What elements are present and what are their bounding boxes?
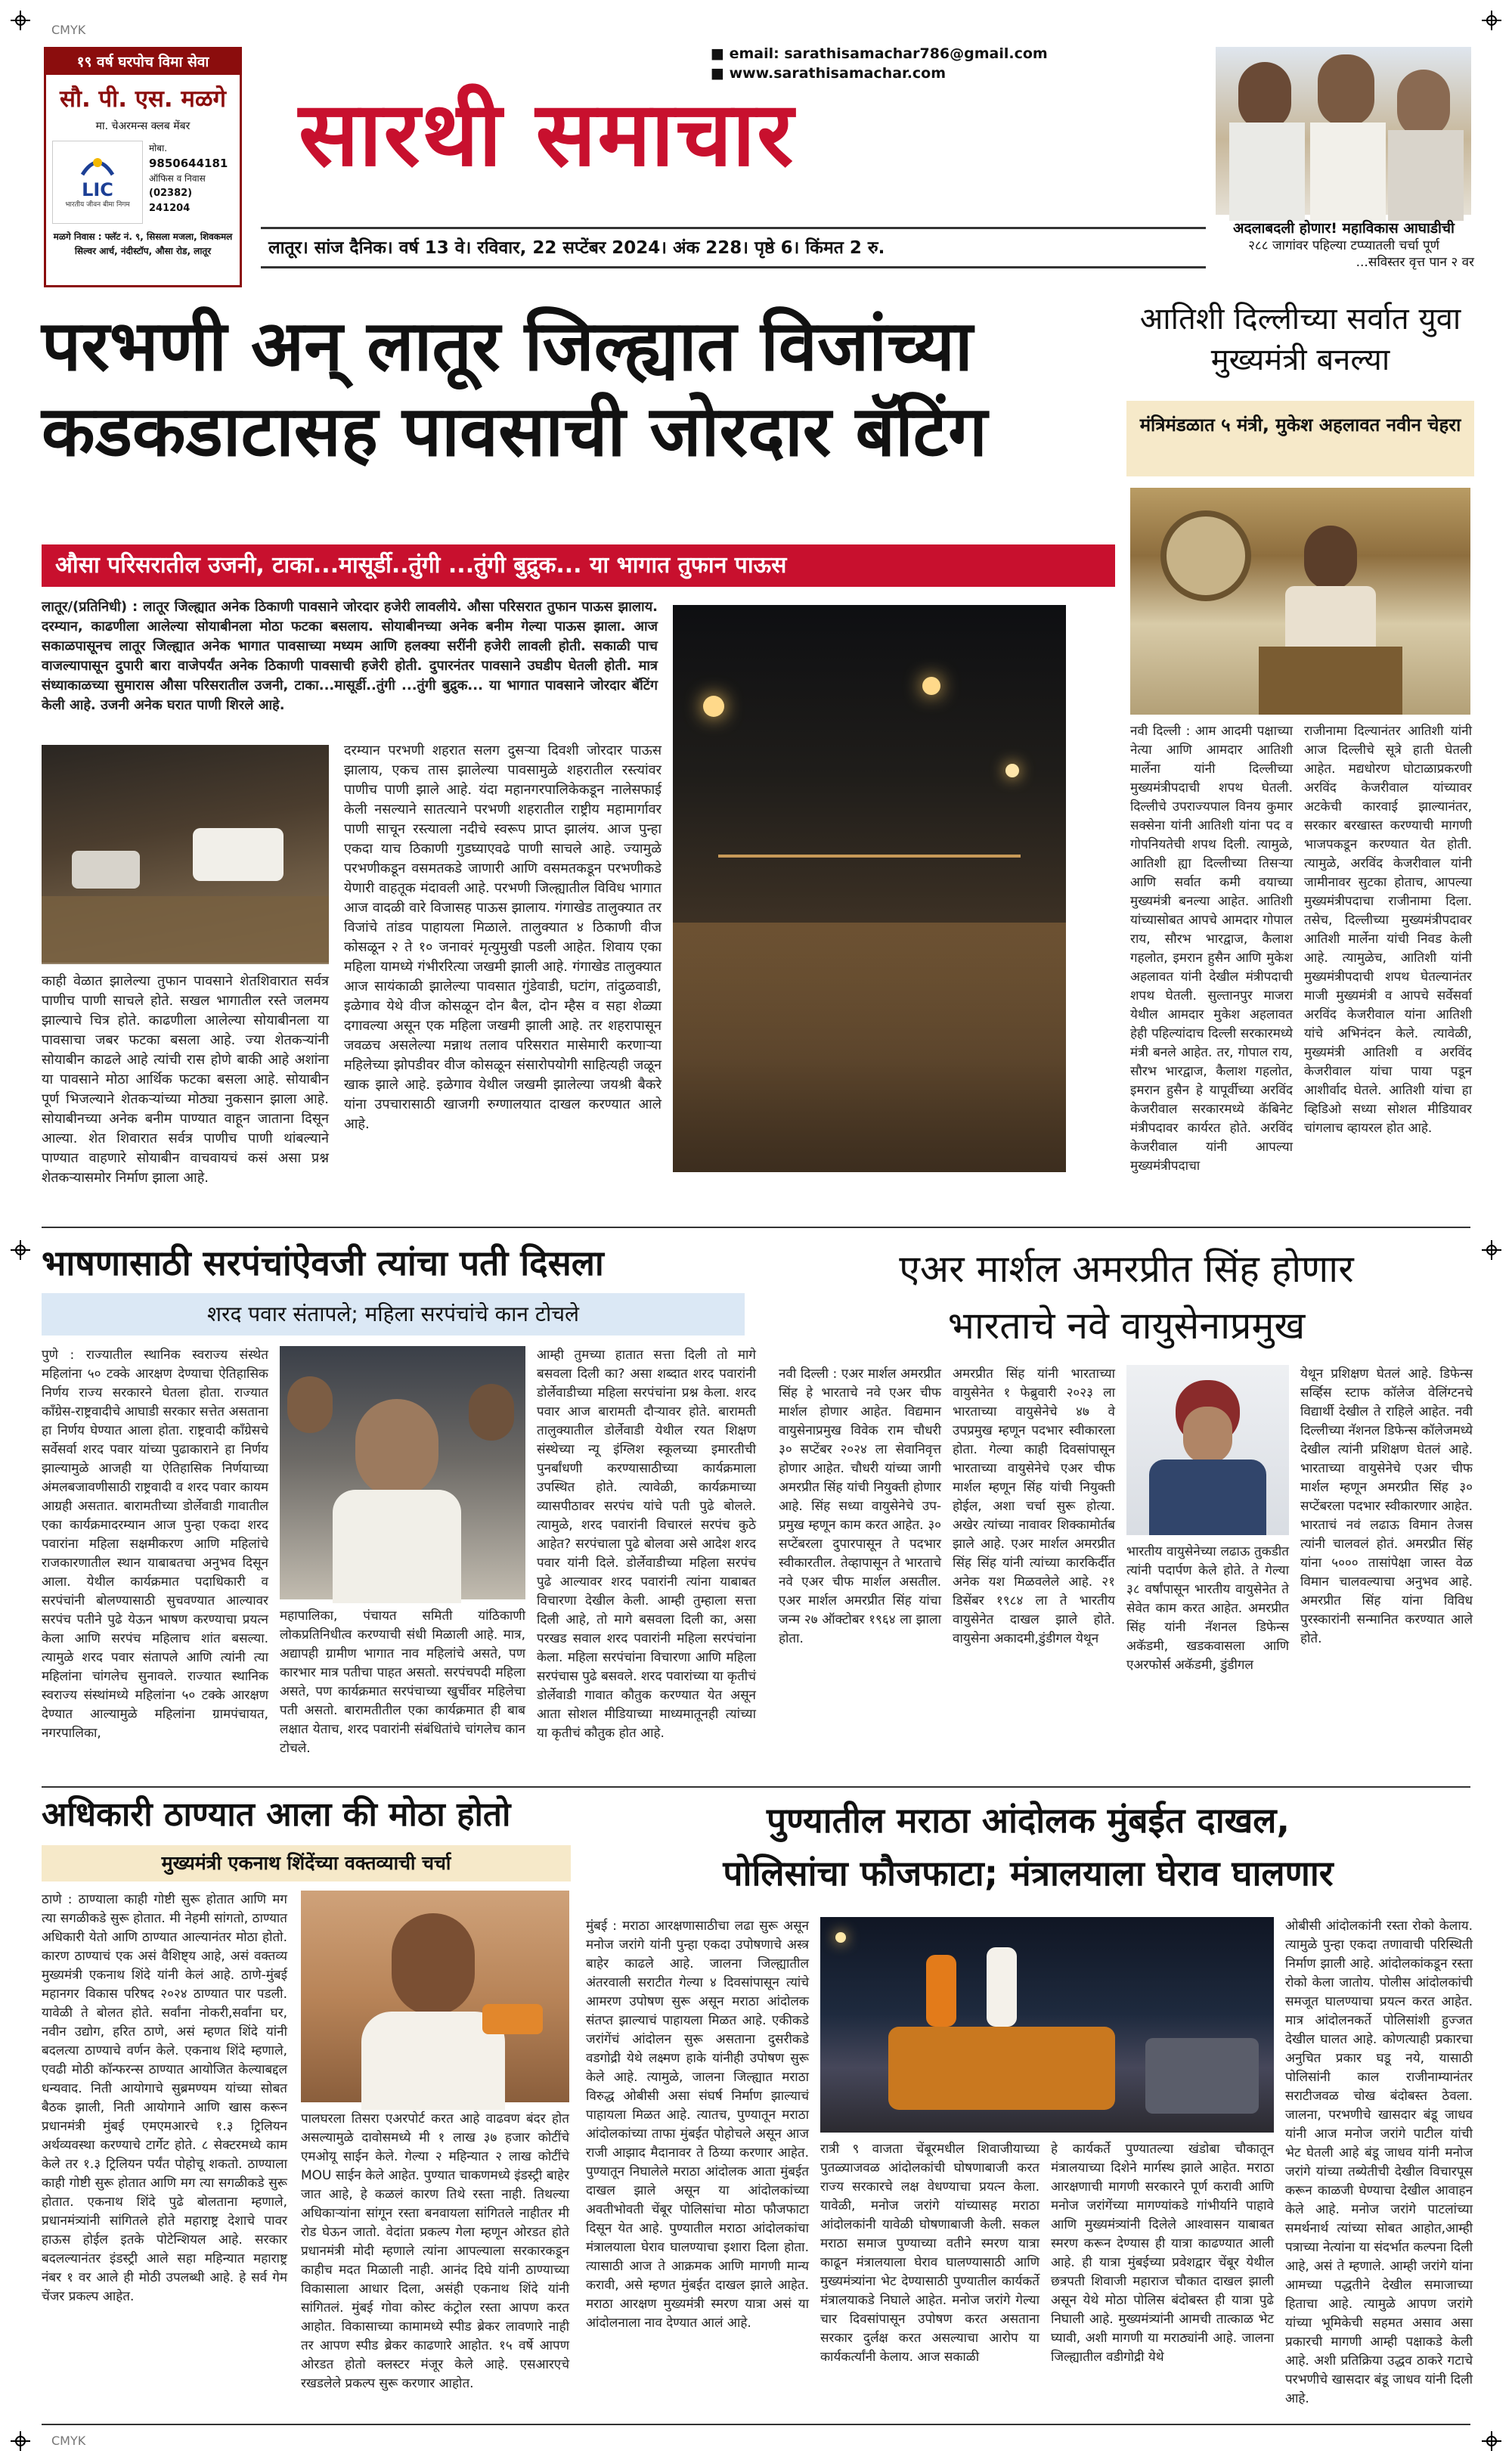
atishi-col2: राजीनामा दिल्यानंतर आतिशी यांनी आज दिल्लीचे सूत्रे हाती घेतली आहेत. मद्यधोरण घोटाळाप्रकरणी अरविंद केजरीवाल यांच्यावर अटकेची कारवाई झाल्यानंतर, सरकार बरखास्त करण्याची मागणी भाजपकडून करण्यात येत होती. त्यामुळे, अरविंद केजरीवाल यांनी जामीनावर सुटका होताच, आपल्या मुख्यमंत्रीपदाचा राजीनामा दिला. तसेच, दिल्लीच्या मुख्यमंत्रीपदावर आतिशी मार्लेना यांची निवड केली आहे. त्यामुळेच, आतिशी यांनी मुख्यमंत्रीपदाची शपथ घेतल्यानंतर माजी मुख्यमंत्री व आपचे सर्वेसर्वा अरविंद केजरीवाल यांना आतिशी यांचे अभिनंदन केले. त्यावेळी, मुख्यमंत्री आतिशी व अरविंद केजरीवाल यांचा पाया पडून आशीर्वाद घेतले. आतिशी यांचा हा व्हिडिओ सध्या सोशल मीडियावर चांगलाच व्हायरल होत आहे.: [1304, 724, 1472, 1136]
maratha-col4: ओबीसी आंदोलकांनी रस्ता रोको केलाय. त्यामुळे पुन्हा एकदा तणावाची परिस्थिती निर्माण झाली आहे. आंदोलकांकडून रस्ता रोको केला जातोय. पोलीस आंदोलकांची समजूत घालण्याचा प्रयत्न करत आहेत. मात्र आंदोलनकर्ते पोलिसांशी हुज्जत देखील घालत आहे. कोणत्याही प्रकारचा अनुचित प्रकार घडू नये, यासाठी पोलिसांनी काल राजीनाम्यानंतर सराटीजवळ चोख बंदोबस्त ठेवला. जालना, परभणीचे खासदार बंडू जाधव यांनी आज मनोज जरांगे पाटील यांची भेट घेतली आहे बंडू जाधव यांनी मनोज जरांगे यांच्या तब्येतीची देखील विचारपूस करून काळजी घेण्याचा देखील आवाहन केले आहे. मनोज जरांगे पाटलांच्या समर्थनार्थ त्यांच्या सोबत आहोत,आम्ही पत्राच्या नेत्यांना या संदर्भात कल्पना दिली आहे, असं ते म्हणाले. आम्ही जरांगे यांना आमच्या पद्धतीने देखील समाजाच्या हिताचा आहे. त्यामुळे आपण जरांगे यांच्या भूमिकेची सहमत असाव असा प्रकारची मागणी आम्ही पक्षाकडे केली आहे. अशी प्रतिक्रिया उद्धव ठाकरे गटाचे परभणीचे खासदार बंडू जाधव यांनी दिली आहे.: [1285, 1919, 1473, 2406]
teaser-line2: २८८ जागांवर पहिल्या टप्प्यातली चर्चा पूर्ण: [1248, 238, 1439, 253]
eknath-shinde-photo: [301, 1891, 569, 2102]
lead-headline-1: परभणी अन् लातूर जिल्ह्यात विजांच्या: [42, 306, 973, 386]
sarpanch-col1: पुणे : राज्यातील स्थानिक स्वराज्य संस्थेत महिलांना ५० टक्के आरक्षण देण्याचा ऐतिहासिक निर्णय राज्य सरकारने घेतला होता. राज्यात काँग्रेस-राष्ट्रवादीचे आघाडी सरकार सत्तेत असताना हा निर्णय घेण्यात आला होता. राष्ट्रवादी काँग्रेसचे सर्वेसर्वा शरद पवार यांच्या पुढाकाराने हा निर्णय झाल्यामुळे आजही या ऐतिहासिक निर्णयाच्या अंमलबजावणीसाठी राष्ट्रवादी व शरद पवार कायम आग्रही असतात. बारामतीच्या डोर्लेवाडी गावातील एका कार्यक्रमादरम्यान आज पुन्हा एकदा शरद पवारांना महिला सक्षमीकरण आणि महिलांचे राजकारणातील स्थान याबाबतचा अनुभव दिसून आला. येथील कार्यक्रमात पदाधिकारी व सरपंचांनी बोलण्यासाठी सुचवण्यात आल्यावर सरपंच पतीने पुढे येऊन भाषण करण्याचा प्रयत्न केला आणि सरपंच महिलाच शांत बसल्या. त्यामुळे शरद पवार संतापले आणि त्यांनी त्या महिलांना चांगलेच सुनावले. राज्यात स्थानिक स्वराज्य संस्थांमध्ये महिलांना ५० टक्के आरक्षण देण्यात आल्यामुळे महिलांना ग्रामपंचायत, नगरपालिका,: [42, 1348, 268, 1741]
section-rule-2: [42, 1786, 1470, 1788]
airmarshal-col4: येथून प्रशिक्षण घेतलं आहे. डिफेन्स सर्व्हिस स्टाफ कॉलेज वेलिंग्टनचे विद्यार्थी देखील ते राहिले आहेत. नवी दिल्लीच्या नॅशनल डिफेन्स कॉलेजमध्ये देखील त्यांनी प्रशिक्षण घेतलं आहे. भारताच्या वायुसेनेचे एअर चीफ मार्शल म्हणून अमरप्रीत सिंह ३० सप्टेंबरला पदभार स्वीकारणार आहेत. भारताचं नवं लढाऊ विमान तेजस त्यांनी चालवलं होतं. अमरप्रीत सिंह यांना ५००० तासांपेक्षा जास्त वेळ विमान चालवल्याचा अनुभव आहे. अमरप्रीत सिंह यांना विविध पुरस्कारांनी सन्मानित करण्यात आले होते.: [1300, 1366, 1473, 1646]
lic-advertisement: [44, 47, 242, 287]
lead-headline-2: कडकडाटासह पावसाची जोरदार बॅटिंग: [42, 391, 987, 472]
flood-photo-small: [42, 745, 329, 963]
airmarshal-headline-1: एअर मार्शल अमरप्रीत सिंह होणार: [899, 1247, 1354, 1291]
sarpanch-headline: भाषणासाठी सरपंचांऐवजी त्यांचा पती दिसला: [42, 1242, 604, 1283]
masthead-title: सारथी समाचार: [299, 82, 795, 186]
ad-mobile-label: मोबा.: [149, 143, 168, 154]
email-text: email: sarathisamachar786@gmail.com: [729, 45, 1048, 62]
sarpanch-col3: आम्ही तुमच्या हातात सत्ता दिली तो मागे बसवला दिली का? असा शब्दात शरद पवारांनी डोर्लेवाडीच्या महिला सरपंचांना प्रश्न केला. शरद पवार आज बारामती दौऱ्यावर होते. बारामती तालुक्यातील डोर्लेवाडी येथील रयत शिक्षण संस्थेच्या न्यू इंग्लिश स्कूलच्या इमारतीची पुनर्बांधणी करण्यासाठीच्या कार्यक्रमाला उपस्थित होते. त्यावेळी, कार्यक्रमाच्या व्यासपीठावर सरपंच यांचे पती पुढे बोलले. त्यामुळे, शरद पवारांनी विचारलं सरपंच कुठे आहेत? सरपंचाला पुढे बोलवा असे आदेश शरद पवार यांनी दिले. डोर्लेवाडीच्या महिला सरपंच पुढे आल्यावर शरद पवारांनी त्यांना याबाबत विचारणा देखील केली. आम्ही तुम्हाला सत्ता दिली आहे, तो मागे बसवला दिली का, असा परखड सवाल शरद पवारांनी महिला सरपंचांना केला. महिला सरपंचांना विचारणा आणि महिला सरपंचास पुढे बसवले. शरद पवारांच्या या कृतीचं डोर्लेवाडी गावात कौतुक करण्यात येत असून आता सोशल मीडियाच्या माध्यमातूनही त्यांच्या या कृतीचं कौतुक होत आहे.: [537, 1348, 756, 1741]
sarpanch-subhead: शरद पवार संतापले; महिला सरपंचांचे कान टोचले: [42, 1293, 745, 1335]
section-rule-1: [42, 1227, 1470, 1228]
teaser-line1: अदलाबदली होणार! महाविकास आघाडीची: [1233, 220, 1455, 237]
registration-mark-top-left: [11, 11, 30, 30]
email-line: ■ email: sarathisamachar786@gmail.com: [711, 45, 1048, 62]
sarpanch-col2: महापालिका, पंचायत समिती यांठिकाणी लोकप्रतिनिधीत्व करण्याची संधी मिळाली आहे. मात्र, अद्यापही ग्रामीण भागात नाव महिलांचे असते, पण कारभार मात्र पतीचा पाहत असतो. सरपंचपदी महिला असते, पण कार्यक्रमात सरपंचाच्या खुर्चीवर महिलेचा पती असतो. बारामतीतील एका कार्यक्रमात ही बाब लक्षात येताच, शरद पवारांनी संबंधितांचे चांगलेच कान टोचले.: [280, 1608, 525, 1756]
lic-logo: [52, 141, 143, 224]
maratha-col1: मुंबई : मराठा आरक्षणासाठीचा लढा सुरू असून मनोज जरांगे यांनी पुन्हा एकदा उपोषणाचे अस्त्र बाहेर काढले आहे. जालना जिल्ह्यातील अंतरवाली सराटीत गेल्या ४ दिवसांपासून त्यांचे आमरण उपोषण सुरू असून मराठा आंदोलक संतप्त झाल्याचं पाहायला मिळत आहे. एकीकडे जरांगेंचं आंदोलन सुरू असताना दुसरीकडे वडगोद्री येथे लक्ष्मण हाके यांनीही उपोषण सुरू केले आहे. त्यामुळे, जालना जिल्ह्यात मराठा विरुद्ध ओबीसी असा संघर्ष निर्माण झाल्याचं पाहायला मिळत आहे. त्यातच, पुण्यातून मराठा आंदोलकांच्या ताफा मुंबईत पोहोचले असून आज राजी आझाद मैदानावर ते ठिय्या करणार आहेत. पुण्यातून निघालेले मराठा आंदोलक आता मुंबईत दाखल झाले असून या आंदोलकांच्या अवतीभोवती चेंबूर पोलिसांचा मोठा फौजफाटा दिसून येत आहे. पुण्यातील मराठा आंदोलकांचा मंत्रालयाला घेराव घालण्याचा इशारा दिला होता. त्यासाठी आज ते आक्रमक आणि मागणी मान्य करावी, असे म्हणत मुंबईत दाखल झाले आहेत. मराठा आरक्षण मुख्यमंत्री स्मरण यात्रा असं या आंदोलनाला नाव देण्यात आलं आहे.: [586, 1919, 809, 2331]
airmarshal-headline-2: भारताचे नवे वायुसेनाप्रमुख: [947, 1304, 1306, 1348]
dateline: लातूर। सांज दैनिक। वर्ष 13 वे। रविवार, 22 सप्टेंबर 2024। अंक 228। पृष्ठे 6। किंमत 2 रु.: [268, 238, 885, 258]
airmarshal-col3: भारतीय वायुसेनेच्या लढाऊ तुकडीत त्यांनी पदार्पण केले होते. ते गेल्या ३८ वर्षांपासून भारतीय वायुसेनेत ते सेवेत काम करत आहेत. अमरप्रीत सिंह यांनी नॅशनल डिफेन्स अकॅडमी, खडकवासला आणि एअरफोर्स अकॅडमी, डुंडीगल: [1126, 1544, 1289, 1673]
maratha-col2: रात्री ९ वाजता चेंबूरमधील शिवाजीयाच्या पुतळ्याजवळ आंदोलकांची घोषणाबाजी करत राज्य सरकारचे लक्ष वेधण्याचा प्रयत्न केला. यावेळी, मनोज जरांगे यांच्यासह मराठा आंदोलकांनी यावेळी घोषणाबाजी केली. सकल मराठा समाज पुण्याच्या वतीने स्मरण यात्रा काढून मंत्रालयाला घेराव घालण्यासाठी आणि मुख्यमंत्र्यांना भेट देण्यासाठी पुण्यातील कार्यकर्ते मंत्रालयाकडे निघाले आहेत. मनोज जरांगे गेल्या चार दिवसांपासून उपोषण करत असताना सरकार दुर्लक्ष करत असल्याचा आरोप या कार्यकर्त्यांनी केलाय. आज सकाळी: [820, 2142, 1040, 2365]
registration-mark-top-right: [1482, 11, 1501, 30]
registration-mark-bottom-right: [1482, 2431, 1501, 2451]
lic-hands-icon: [78, 147, 117, 178]
ad-office-label: ऑफिस व निवास: [149, 173, 206, 184]
airmarshal-photo: [1126, 1365, 1289, 1535]
atishi-photo: [1130, 488, 1470, 715]
ad-banner: १९ वर्ष घरपोच विमा सेवा: [46, 49, 240, 75]
ad-address: मळगे निवास : फ्लॅट नं. ९, सिसला मजला, शिवकमल सिल्वर आर्च, नंदीस्टॉप, औसा रोड, लातूर: [53, 231, 233, 256]
maratha-headline-2: पोलिसांचा फौजफाटा; मंत्रालयाला घेराव घालणार: [723, 1853, 1334, 1894]
page-bottom-rule: [42, 2424, 1470, 2425]
lead-subhead: औसा परिसरातील उजनी, टाका...मासूर्डी..तुंगी ...तुंगी बुद्रुक... या भागात तुफान पाऊस: [42, 544, 1115, 587]
cmyk-label-bottom: CMYK: [51, 2434, 86, 2448]
cmyk-label-top: CMYK: [51, 23, 86, 37]
lic-subtext: भारतीय जीवन बीमा निगम: [65, 201, 130, 209]
sharad-pawar-photo: [280, 1346, 525, 1599]
lead-intro: लातूर/(प्रतिनिधी) : लातूर जिल्ह्यात अनेक ठिकाणी पावसाने जोरदार हजेरी लावलीये. औसा परिसरात तुफान पाऊस झालाय. दरम्यान, काढणीला आलेल्या सोयाबीनला मोठा फटका बसलाय. सोयाबीनच्या अनेक बनीम गेल्या पाऊस झाला. आज सकाळपासूनच लातूर जिल्ह्यात अनेक भागात पावसाच्या मध्यम आणि हलक्या सरींनी हजेरी लावली होती. सकाळी पाच वाजल्यापासून दुपारी बारा वाजेपर्यंत अनेक ठिकाणी पावसाची हजेरी होती. दुपारनंतर पावसाने उघडीप घेतली होती. मात्र संध्याकाळच्या सुमारास औसा परिसरातील उजनी, टाका...मासूर्डी..तुंगी ...तुंगी बुद्रुक... या भागात पावसाने जोरदार बॅटिंग केली आहे. उजनी अनेक घरात पाणी शिरले आहे.: [42, 599, 658, 713]
adhikari-subhead: मुख्यमंत्री एकनाथ शिंदेंच्या वक्तव्याची चर्चा: [42, 1845, 571, 1881]
teaser-line3: ...सविस्तर वृत्त पान २ वर: [1356, 255, 1474, 270]
ad-role: मा. चेअरमन्स क्लब मेंबर: [95, 120, 191, 132]
flood-photo-large: [673, 605, 1066, 1172]
airmarshal-col1: नवी दिल्ली : एअर मार्शल अमरप्रीत सिंह हे भारताचे नवे एअर चीफ मार्शल होणार आहेत. विद्यमान वायुसेनाप्रमुख विवेक राम चौधरी ३० सप्टेंबर २०२४ ला सेवानिवृत्त होणार आहेत. चौधरी यांच्या जागी अमरप्रीत सिंह यांची नियुक्ती होणार आहे. सिंह सध्या वायुसेनेचे उप-प्रमुख म्हणून काम करत आहेत. ३० सप्टेंबरला दुपारपासून ते पदभार स्वीकारतील. तेव्हापासून ते भारताचे नवे एअर चीफ मार्शल असतील. एअर मार्शल अमरप्रीत सिंह यांचा जन्म २७ ऑक्टोबर १९६४ ला झाला होता.: [779, 1366, 941, 1646]
website-text: www.sarathisamachar.com: [729, 65, 947, 82]
ad-name: सौ. पी. एस. मळगे: [60, 85, 226, 113]
registration-mark-mid-left: [11, 1240, 30, 1260]
website-line: ■ www.sarathisamachar.com: [711, 65, 947, 82]
maratha-col3: हे कार्यकर्ते पुण्यातल्या खंडोबा चौकातून मंत्रालयाच्या दिशेने मार्गस्थ झाले आहेत. मराठा आरक्षणाची मागणी सरकारने पूर्ण करावी आणि मनोज जरांगेंच्या मागण्यांकडे गांभीर्याने पाहावे आणि मुख्यमंत्र्यांनी दिलेले आश्वासन याबाबत स्मरण करून देण्यास ही यात्रा काढण्यात आली आहे. ही यात्रा मुंबईच्या प्रवेशद्वार चेंबूर येथील छत्रपती शिवाजी महाराज चौकात दाखल झाली असून येथे मोठा पोलिस बंदोबस्त ही यात्रा पुढे निघाली आहे. मुख्यमंत्र्यांनी आमची तात्काळ भेट घ्यावी, अशी मागणी या मराठ्यांनी आहे. जालना जिल्ह्यातील वडीगोद्री येथे: [1051, 2142, 1274, 2365]
maratha-headline-1: पुण्यातील मराठा आंदोलक मुंबईत दाखल,: [767, 1800, 1290, 1841]
lead-col1: काही वेळात झालेल्या तुफान पावसाने शेतशिवारात सर्वत्र पाणीच पाणी साचले होते. सखल भागातील रस्ते जलमय झाल्याचे चित्र होते. काढणीला आलेल्या सोयाबीनला या पावसाचा जबर फटका बसला आहे. ज्या शेतकऱ्यांनी सोयाबीन काढले आहे त्यांची रास होणे बाकी आहे अशांना या पावसाने मोठा आर्थिक फटका बसला आहे. सोयाबीन पूर्ण भिजल्याने शेतकऱ्यांच्या मोठ्या नुकसान झाला आहे. सोयाबीनच्या अनेक बनीम पाण्यात वाहून जाताना दिसून आल्या. शेत शिवारात सर्वत्र पाणीच पाणी थांबल्याने पाण्यात वाहणारे सोयाबीन वाचवायचं कसं असा प्रश्न शेतकऱ्यासमोर निर्माण झाला आहे.: [42, 973, 329, 1186]
airmarshal-col2: अमरप्रीत सिंह यांनी भारताच्या वायुसेनेत १ फेब्रुवारी २०२३ ला भारताच्या वायुसेनेचे ४७ वे उपप्रमुख म्हणून पदभार स्वीकारला होता. गेल्या काही दिवसांपासून भारताच्या वायुसेनेचे एअर चीफ मार्शल म्हणून सिंह यांची नियुक्ती होईल, अशा चर्चा सुरू होत्या. अखेर त्यांच्या नावावर शिक्कामोर्तब झाले आहे. एअर मार्शल अमरप्रीत सिंह सिंह यांनी त्यांच्या कारकिर्दीत अनेक यश मिळवलेले आहे. २१ डिसेंबर १९८४ ला ते भारतीय वायुसेनेत दाखल झाले होते. वायुसेना अकादमी,डुंडीगल येथून: [953, 1366, 1115, 1646]
masthead-rule-bottom: [261, 266, 1206, 268]
registration-mark-bottom-left: [11, 2431, 30, 2451]
masthead-rule-top: [261, 227, 1206, 229]
maratha-protest-photo: [820, 1917, 1274, 2133]
adhikari-col1: ठाणे : ठाण्याला काही गोष्टी सुरू होतात आणि मग त्या सगळीकडे सुरू होतात. मी नेहमी सांगतो, ठाण्यात अधिकारी येतो आणि ठाण्यात आल्यानंतर मोठा होतो. कारण ठाण्याचं एक असं वैशिष्ट्य आहे, असं वक्तव्य मुख्यमंत्री एकनाथ शिंदे यांनी केलं आहे. ठाणे-मुंबई महानगर विकास परिषद २०२४ ठाण्यात पार पडली. यावेळी ते बोलत होते. सर्वांना नोकरी,सर्वांना घर, नवीन उद्योग, हरित ठाणे, असं म्हणत शिंदे यांनी बदलत्या ठाण्याचे वर्णन केले. एकनाथ शिंदे म्हणाले, एवढी मोठी कॉन्फरन्स ठाण्यात आयोजित केल्याबद्दल धन्यवाद. निती आयोगाचे सुब्रमण्यम यांच्या सोबत बैठक झाली, निती आयोगाने आणि खास करून प्रधानमंत्री मुंबई एमएमआरचे १.३ ट्रिलियन अर्थव्यवस्था करण्याचे टार्गेट होते. ८ सेक्टरमध्ये काम केले तर १.३ ट्रिलियन पर्यंत पोहोचू शकतो. ठाण्याला काही गोष्टी सुरू होतात आणि मग त्या सगळीकडे सुरू होतात. एकनाथ शिंदे पुढे बोलताना म्हणाले, प्रधानमंत्र्यांनी सांगितले होते महाराष्ट्र देशाचे पावर हाऊस होईल इतके पोटेन्शियल आहे. सरकार बदलल्यानंतर इंडस्ट्री आले सहा महिन्यात महाराष्ट्र नंबर १ वर आले ही मोठी उपलब्धी आहे. हे सर्व गेम चेंजर प्रकल्प आहेत.: [42, 1892, 287, 2304]
adhikari-col2: पालघरला तिसरा एअरपोर्ट करत आहे वाढवण बंदर होत असल्यामुळे दावोसमध्ये मी १ लाख ३७ हजार कोटींचे एमओयू साईन केले. गेल्या २ महिन्यात २ लाख कोटींचे MOU साईन केले आहेत. पुण्यात चाकणमध्ये इंडस्ट्री बाहेर जात आहे, हे कळलं कारण तिथे रस्ता नाही. तिथल्या अधिकाऱ्यांना सांगून रस्ता बनवायला सांगितले नाहीतर मी रोड घेऊन जातो. वेदांता प्रकल्प गेला म्हणून ओरडत होते प्रधानमंत्री मोदी म्हणाले त्यांना आपल्याला सरकारकडून काहीच मदत मिळाली नाही. आनंद दिघे यांनी ठाण्याच्या विकासाला आधार दिला, असंही एकनाथ शिंदे यांनी सांगितलं. मुंबई गोवा कोस्ट कंट्रोल रस्ता आपण करत आहोत. विकासाच्या कामामध्ये स्पीड ब्रेकर लावणारे नाही तर आपण स्पीड ब्रेकर काढणारे आहोत. १५ वर्षे आपण ओरडत होतो क्लस्टर मंजूर केले आहे. एसआरएचे रखडलेले प्रकल्प सुरू करणार आहोत.: [301, 2111, 569, 2391]
atishi-col1: नवी दिल्ली : आम आदमी पक्षाच्या नेत्या आणि आमदार आतिशी मार्लेना यांनी दिल्लीच्या मुख्यमंत्रीपदाची शपथ घेतली. दिल्लीचे उपराज्यपाल विनय कुमार सक्सेना यांनी आतिशी यांना पद व गोपनियतेची शपथ दिली. त्यामुळे, आतिशी ह्या दिल्लीच्या तिसऱ्या आणि सर्वात कमी वयाच्या मुख्यमंत्री बनल्या आहेत. आतिशी यांच्यासोबत आपचे आमदार गोपाल राय, सौरभ भारद्वाज, कैलाश गहलोत, इमरान हुसैन आणि मुकेश अहलावत यांनी देखील मंत्रीपदाची शपथ घेतली. सुल्तानपुर माजरा येथील आमदार मुकेश अहलावत हेही पहिल्यांदाच दिल्ली सरकारमध्ये मंत्री बनले आहेत. तर, गोपाल राय, सौरभ भारद्वाज, कैलाश गहलोत, इमरान हुसैन हे यापूर्वीच्या अरविंद केजरीवाल सरकारमध्ये कॅबिनेट मंत्रीपदावर कार्यरत होते. अरविंद केजरीवाल यांनी आपल्या मुख्यमंत्रीपदाचा: [1130, 724, 1293, 1174]
atishi-subhead: मंत्रिमंडळात ५ मंत्री, मुकेश अहलावत नवीन चेहरा: [1126, 401, 1474, 476]
adhikari-headline: अधिकारी ठाण्यात आला की मोठा होतो: [42, 1795, 511, 1834]
lic-text: LIC: [82, 179, 113, 200]
ad-office-phone: (02382) 241204: [149, 188, 193, 214]
atishi-headline: आतिशी दिल्लीच्या सर्वात युवा मुख्यमंत्री बनल्या: [1139, 302, 1461, 377]
teaser-photo: [1216, 47, 1471, 215]
ad-mobile: 9850644181: [149, 157, 228, 170]
lead-col2: दरम्यान परभणी शहरात सलग दुसऱ्या दिवशी जोरदार पाऊस झालाय, एकच तास झालेल्या पावसामुळे शहरातील रस्त्यांवर पाणीच पाणी झाले आहे. यंदा महानगरपालिकेकडून नालेसफाई केली नसल्याने सातत्याने परभणी शहरातील राष्ट्रीय महामार्गावर पाणी साचून रस्त्याला नदीचे स्वरूप प्राप्त झालंय. आज पुन्हा एकदा याच ठिकाणी गुडघ्याएवढे पाणी साचले आहे. ज्यामुळे परभणीकडून वसमतकडे जाणारी आणि वसमतकडून परभणीकडे येणारी वाहतूक मंदावली आहे. परभणी जिल्ह्यातील विविध भागात आज वादळी वारे विजासह पाऊस झालाय. गंगाखेड तालुक्यात तर विजांचे तांडव पाहायला मिळाले. तालुक्यात ४ ठिकाणी वीज कोसळून २ ते १० जनावरं मृत्युमुखी पडली आहेत. शिवाय एका महिला यामध्ये गंभीररित्या जखमी झाली आहे. गंगाखेड तालुक्यात आज सायंकाळी झालेल्या पावसात गुंडेवाडी, घटांग, तांदुळवाडी, इळेगाव येथे वीज कोसळून दोन बैल, दोन म्हैस व सहा शेळ्या दगावल्या असून एक महिला जखमी झाली आहे. तर शहरापासून जवळच असलेल्या मन्नाथ तलाव परिसरात मासेमारी करणाऱ्या महिलेच्या झोपडीवर वीज कोसळून संसारोपयोगी साहित्यही जळून खाक झाले आहे. इळेगाव येथील जखमी झालेल्या जयश्री बैकरे यांना उपचारासाठी खाजगी रुग्णालयात दाखल करण्यात आले आहे.: [344, 743, 662, 1132]
registration-mark-mid-right: [1482, 1240, 1501, 1260]
